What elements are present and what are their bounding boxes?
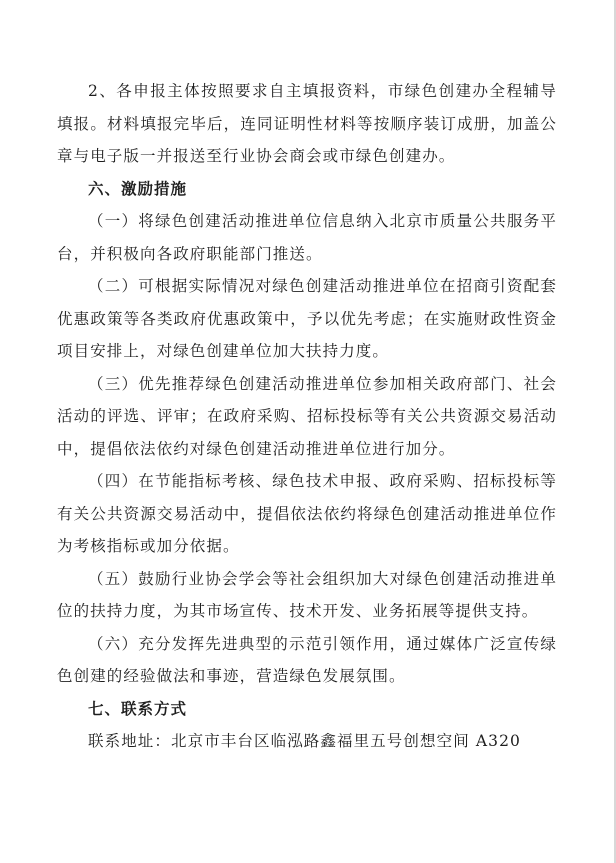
incentive-item-1: （一）将绿色创建活动推进单位信息纳入北京市质量公共服务平台，并积极向各政府职能部门推送。 (57, 212, 557, 263)
document-body (57, 75, 557, 758)
paragraph-submission: 2、各申报主体按照要求自主填报资料，市绿色创建办全程辅导填报。材料填报完毕后，连同证明性材料等按顺序装订成册，加盖公章与电子版一并报送至行业协会商会或市绿色创建办。 (57, 82, 557, 165)
incentive-item-4: （四）在节能指标考核、绿色技术申报、政府采购、招标投标等有关公共资源交易活动中，提倡依法依约将绿色创建活动推进单位作为考核指标或加分依据。 (57, 472, 557, 555)
incentive-item-5: （五）鼓励行业协会学会等社会组织加大对绿色创建活动推进单位的扶持力度，为其市场宣传、技术开发、业务拓展等提供支持。 (57, 569, 557, 620)
incentive-item-2: （二）可根据实际情况对绿色创建活动推进单位在招商引资配套优惠政策等各类政府优惠政策中，予以优先考虑；在实施财政性资金项目安排上，对绿色创建单位加大扶持力度。 (57, 277, 557, 360)
incentive-item-3: （三）优先推荐绿色创建活动推进单位参加相关政府部门、社会活动的评选、评审；在政府采购、招标投标等有关公共资源交易活动中，提倡依法依约对绿色创建活动推进单位进行加分。 (57, 374, 557, 458)
incentive-item-6: （六）充分发挥先进典型的示范引领作用，通过媒体广泛宣传绿色创建的经验做法和事迹，营造绿色发展氛围。 (57, 634, 557, 685)
section-heading-incentives: 六、激励措施 (88, 179, 188, 198)
contact-address: 联系地址：北京市丰台区临泓路鑫福里五号创想空间 A320 (88, 732, 522, 750)
section-heading-contact: 七、联系方式 (88, 699, 188, 718)
